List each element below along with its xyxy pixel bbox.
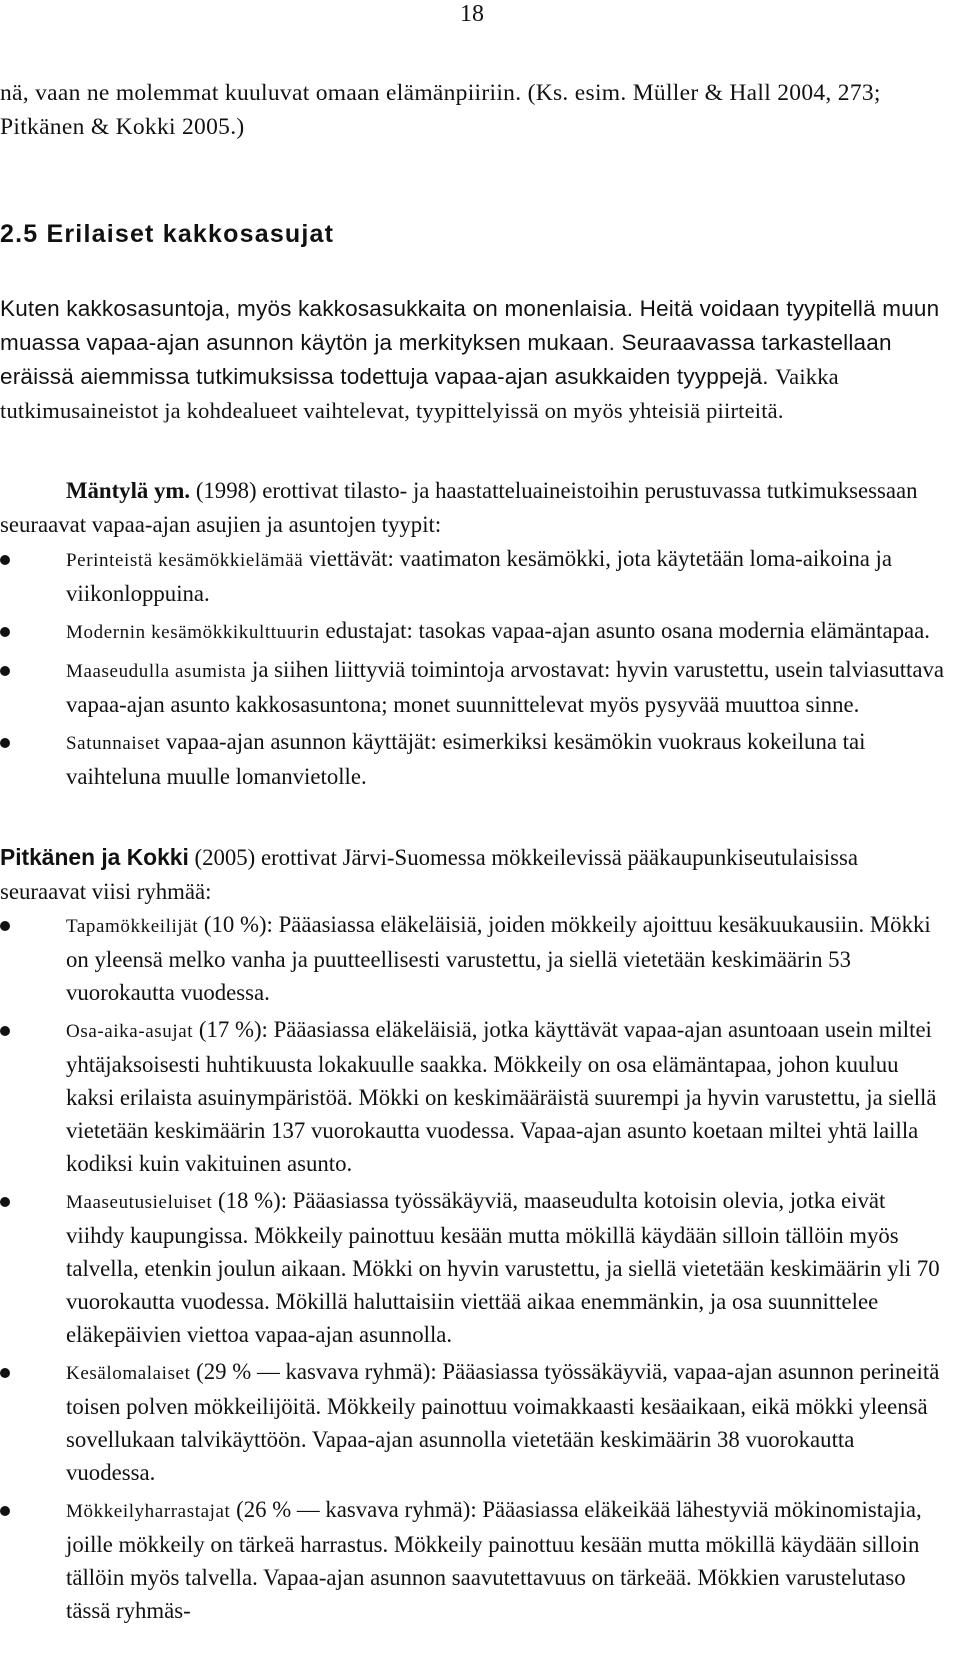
page-number: 18 [460,1,484,27]
list-item-text: vapaa-ajan asunnon käyttäjät: esimerkiksi kesämökin vuokraus kokeiluna tai vaihteluna muulle lomanvietolle. [66,729,866,789]
list-item-text: (10 %): Pääasiassa eläkeläisiä, joiden mökkeily ajoittuu kesäkuukausiin. Mökki on yleensä melko vanha ja puutteellisesti varustettu, ja siellä vietetään keskimäärin 53 vuorokautta vuodessa. [66,912,931,1005]
list-item [0,614,948,649]
list-item [0,653,948,721]
author-pitkanen-kokki: Pitkänen ja Kokki [0,844,189,870]
list-item-text: (17 %): Pääasiassa eläkeläisiä, jotka käyttävät vapaa-ajan asuntoaan usein miltei yhtäjaksoisesti huhtikuusta lokakuulle saakka. Mökkeily on osa elämäntapaa, johon kuuluu kaksi erilaista asuinympäristöä. Mökki on keskimääräistä suurempi ja hyvin varustettu, ja siellä vietetään keskimäärin 137 vuorokautta vuodessa. Vapaa-ajan asunto koetaan miltei yhtä lailla kodiksi kuin vakituinen asunto. [66,1017,937,1176]
list-item-term: Maaseudulla asumista [66,661,247,682]
bullet-icon [0,627,10,637]
intro-paragraph: nä, vaan ne molemmat kuuluvat omaan elämänpiiriin. (Ks. esim. Müller & Hall 2004, 273; Pitkänen & Kokki 2005.) [0,80,881,140]
list-item-text: (18 %): Pääasiassa työssäkäyviä, maaseudulta kotoisin olevia, jotka eivät viihdy kaupungissa. Mökkeily painottuu kesään mutta mökillä käydään silloin tällöin myös talvella, etenkin joulun aikaan. Mökki on hyvin varustettu, ja siellä vietetään keskimäärin yli 70 vuorokautta vuodessa. Mökillä haluttaisiin viettää aikaa enemmänkin, ja osa suunnittelee eläkepäivien viettoa vapaa-ajan asunnolla. [66,1188,940,1347]
list-item-term: Maaseutusieluiset [66,1192,213,1213]
list-item [0,1493,948,1627]
list-item-term: Perinteistä kesämökkielämää [66,550,304,571]
list-item-term: Tapamökkeilijät [66,916,199,937]
list-item-text: (26 % — kasvava ryhmä): Pääasiassa eläkeikää lähestyviä mökinomistajia, joille mökkeily on tärkeä harrastus. Mökkeily painottuu kesään mutta mökillä käydään silloin tällöin myös talvella. Vapaa-ajan asunnon saavutettavuus on tärkeää. Mökkien varustelutaso tässä ryhmäs- [66,1497,922,1623]
author-mantyla: Mäntylä ym. [66,478,191,503]
list-item-text: viettävät: vaatimaton kesämökki, jota käytetään loma-aikoina ja viikonloppuina. [66,546,892,606]
list-item-term: Satunnaiset [66,733,161,754]
list-item [0,1184,948,1351]
bullet-icon [0,921,10,931]
mantyla-type-list [0,542,948,797]
bullet-icon [0,1197,10,1207]
paragraph-pitkanen-text: (2005) erottivat Järvi-Suomessa mökkeilevissä pääkaupunkiseutulaisissa seuraavat viisi ryhmää: [0,845,858,904]
list-item-term: Osa-aika-asujat [66,1021,194,1042]
list-item [0,1013,948,1180]
list-item-term: Kesälomalaiset [66,1363,191,1384]
paragraph-mantyla [0,474,948,542]
bullet-icon [0,1368,10,1378]
paragraph-typology-intro-serif: Vaikka tutkimusaineistot ja kohdealueet vaihtelevat, tyypittelyissä on myös yhteisiä piirteitä. [0,364,839,423]
section-heading: 2.5 Erilaiset kakkosasujat [0,220,335,248]
list-item [0,725,948,793]
list-item-term: Mökkeilyharrastajat [66,1501,231,1522]
list-item [0,542,948,610]
list-item-text: ja siihen liittyviä toimintoja arvostavat: hyvin varustettu, usein talviasuttava vapaa-ajan asunto kakkosasuntona; monet suunnittelevat myös pysyvää muuttoa sinne. [66,657,945,717]
list-item-term: Modernin kesämökkikulttuurin [66,622,320,643]
bullet-icon [0,666,10,676]
paragraph-typology-intro-sans: Kuten kakkosasuntoja, myös kakkosasukkaita on monenlaisia. Heitä voidaan tyypitellä muun muassa vapaa-ajan asunnon käytön ja merkityksen mukaan. Seuraavassa tarkastellaan eräissä aiemmissa tutkimuksissa todettuja vapaa-ajan asukkaiden tyyppejä. [0,296,940,389]
list-item [0,908,948,1009]
list-item [0,1355,948,1489]
paragraph-mantyla-text: (1998) erottivat tilasto- ja haastatteluaineistoihin perustuvassa tutkimuksessaan seuraavat vapaa-ajan asujien ja asuntojen tyypit: [0,478,918,537]
pitkanen-group-list [0,908,948,1631]
bullet-icon [0,555,10,565]
paragraph-typology-intro [0,292,948,428]
list-item-text: edustajat: tasokas vapaa-ajan asunto osana modernia elämäntapaa. [325,618,930,643]
paragraph-pitkanen [0,840,948,909]
list-item-text: (29 % — kasvava ryhmä): Pääasiassa työssäkäyviä, vapaa-ajan asunnon perineitä toisen polven mökkeilijöitä. Mökkeily painottuu voimakkaasti kesäaikaan, eikä mökki yleensä sovellukaan talvikäyttöön. Vapaa-ajan asunnolla vietetään keskimäärin 38 vuorokautta vuodessa. [66,1359,940,1485]
bullet-icon [0,738,10,748]
bullet-icon [0,1506,10,1516]
bullet-icon [0,1026,10,1036]
